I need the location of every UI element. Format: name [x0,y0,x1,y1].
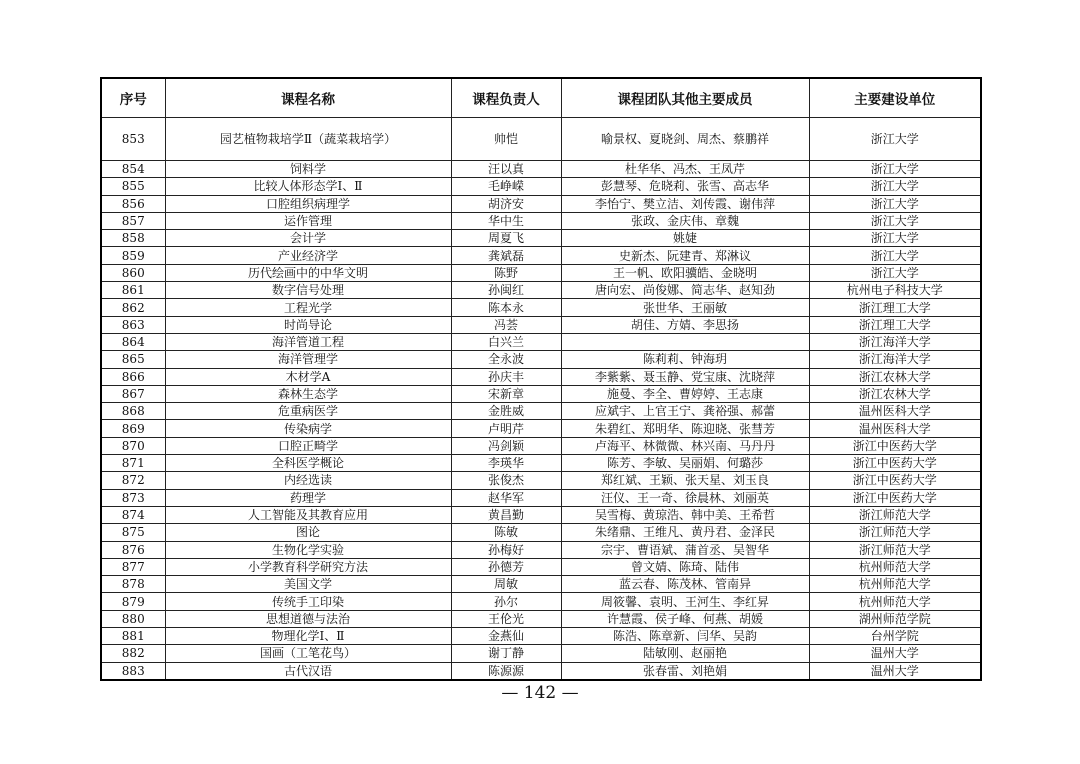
table-row [101,403,981,420]
cell-team-members: 唐向宏、尚俊娜、简志华、赵知劲 [561,282,809,299]
page-number: — 142 — [501,683,579,703]
cell-team-members: 张春雷、刘艳娟 [561,662,809,680]
table-row [101,316,981,333]
table-row [101,420,981,437]
table-row [101,662,981,680]
cell-institution: 浙江中医药大学 [809,455,981,472]
cell-course-lead: 全永波 [451,351,561,368]
table-row [101,645,981,662]
table-body [101,118,981,680]
header-index: 序号 [101,78,165,118]
cell-index: 859 [101,247,165,264]
cell-index: 879 [101,593,165,610]
cell-course-name: 美国文学 [165,576,451,593]
cell-institution: 浙江大学 [809,178,981,195]
cell-course-name: 图论 [165,524,451,541]
cell-course-lead: 金胜威 [451,403,561,420]
cell-course-lead: 孙庆丰 [451,368,561,385]
cell-institution: 浙江海洋大学 [809,351,981,368]
cell-course-name: 比较人体形态学Ⅰ、Ⅱ [165,178,451,195]
table-row [101,558,981,575]
cell-index: 857 [101,212,165,229]
cell-index: 853 [101,118,165,161]
cell-team-members: 许慧霞、侯子峰、何燕、胡媛 [561,610,809,627]
table-row [101,230,981,247]
cell-team-members: 张政、金庆伟、章魏 [561,212,809,229]
cell-index: 870 [101,437,165,454]
cell-course-name: 人工智能及其教育应用 [165,506,451,523]
cell-course-lead: 陈野 [451,264,561,281]
cell-course-lead: 胡济安 [451,195,561,212]
cell-course-name: 海洋管道工程 [165,333,451,350]
cell-course-lead: 汪以真 [451,161,561,178]
cell-course-lead: 孙闽红 [451,282,561,299]
cell-index: 858 [101,230,165,247]
cell-course-lead: 卢明芹 [451,420,561,437]
cell-team-members: 李怡宁、樊立洁、刘传霞、谢伟萍 [561,195,809,212]
cell-course-name: 会计学 [165,230,451,247]
cell-institution: 浙江中医药大学 [809,437,981,454]
cell-index: 883 [101,662,165,680]
table-row [101,118,981,161]
cell-course-lead: 周夏飞 [451,230,561,247]
cell-index: 861 [101,282,165,299]
cell-course-lead: 毛峥嵘 [451,178,561,195]
cell-course-name: 运作管理 [165,212,451,229]
cell-course-name: 全科医学概论 [165,455,451,472]
cell-institution: 杭州师范大学 [809,576,981,593]
cell-index: 856 [101,195,165,212]
cell-course-name: 传染病学 [165,420,451,437]
table-row [101,282,981,299]
cell-team-members: 朱碧红、郑明华、陈迎晓、张彗芳 [561,420,809,437]
cell-index: 877 [101,558,165,575]
cell-institution: 浙江大学 [809,118,981,161]
table-row [101,489,981,506]
table-row [101,593,981,610]
cell-team-members: 宗宇、曹语斌、蒲首丞、吴智华 [561,541,809,558]
cell-team-members: 郑红斌、王颖、张天星、刘玉良 [561,472,809,489]
cell-team-members: 朱绪鼎、王维凡、黄丹君、金泽民 [561,524,809,541]
cell-index: 880 [101,610,165,627]
cell-team-members: 彭慧琴、危晓莉、张雪、高志华 [561,178,809,195]
cell-course-name: 危重病医学 [165,403,451,420]
cell-institution: 浙江农林大学 [809,368,981,385]
cell-index: 872 [101,472,165,489]
cell-team-members: 施曼、李全、曹婷婷、王志康 [561,385,809,402]
cell-team-members: 陈莉莉、钟海玥 [561,351,809,368]
cell-index: 865 [101,351,165,368]
cell-institution: 浙江师范大学 [809,541,981,558]
cell-team-members: 周筱馨、袁明、王河生、李红昇 [561,593,809,610]
table-row [101,264,981,281]
cell-index: 863 [101,316,165,333]
cell-course-lead: 冯剑颖 [451,437,561,454]
cell-institution: 杭州电子科技大学 [809,282,981,299]
cell-institution: 温州大学 [809,662,981,680]
cell-course-lead: 黄昌勤 [451,506,561,523]
table-row [101,610,981,627]
table-header-row [101,78,981,118]
cell-team-members: 胡佳、方婧、李思扬 [561,316,809,333]
cell-index: 864 [101,333,165,350]
cell-institution: 浙江理工大学 [809,299,981,316]
table-row [101,541,981,558]
cell-index: 860 [101,264,165,281]
cell-course-lead: 白兴兰 [451,333,561,350]
cell-team-members: 陈芳、李敏、吴丽娟、何璐莎 [561,455,809,472]
cell-index: 882 [101,645,165,662]
table-row [101,247,981,264]
cell-course-name: 产业经济学 [165,247,451,264]
cell-course-lead: 李瑛华 [451,455,561,472]
cell-team-members [561,333,809,350]
cell-team-members: 卢海平、林微微、林兴南、马丹丹 [561,437,809,454]
cell-team-members: 史新杰、阮建青、郑淋议 [561,247,809,264]
cell-institution: 台州学院 [809,628,981,645]
cell-institution: 温州医科大学 [809,420,981,437]
table-row [101,333,981,350]
cell-institution: 浙江农林大学 [809,385,981,402]
table-row [101,368,981,385]
cell-course-name: 海洋管理学 [165,351,451,368]
cell-course-name: 森林生态学 [165,385,451,402]
cell-index: 854 [101,161,165,178]
table-row [101,299,981,316]
cell-course-lead: 孙梅好 [451,541,561,558]
cell-team-members: 陆敏刚、赵丽艳 [561,645,809,662]
cell-team-members: 喻景权、夏晓剑、周杰、蔡鹏祥 [561,118,809,161]
cell-course-lead: 冯荟 [451,316,561,333]
cell-index: 874 [101,506,165,523]
cell-course-name: 生物化学实验 [165,541,451,558]
cell-team-members: 吴雪梅、黄琼浩、韩中美、王希哲 [561,506,809,523]
cell-institution: 温州大学 [809,645,981,662]
table-row [101,506,981,523]
cell-course-name: 古代汉语 [165,662,451,680]
cell-course-name: 内经选读 [165,472,451,489]
cell-course-name: 国画（工笔花鸟） [165,645,451,662]
cell-index: 867 [101,385,165,402]
table-row [101,351,981,368]
cell-course-lead: 龚斌磊 [451,247,561,264]
cell-institution: 浙江理工大学 [809,316,981,333]
cell-course-name: 历代绘画中的中华文明 [165,264,451,281]
table-row [101,195,981,212]
cell-institution: 浙江大学 [809,247,981,264]
cell-course-lead: 谢丁静 [451,645,561,662]
cell-course-name: 传统手工印染 [165,593,451,610]
header-institution: 主要建设单位 [809,78,981,118]
cell-team-members: 蓝云春、陈茂林、管南异 [561,576,809,593]
cell-index: 873 [101,489,165,506]
cell-index: 876 [101,541,165,558]
cell-institution: 浙江大学 [809,264,981,281]
cell-course-lead: 宋新章 [451,385,561,402]
table-row [101,628,981,645]
cell-team-members: 杜华华、冯杰、王凤芹 [561,161,809,178]
cell-course-name: 物理化学Ⅰ、Ⅱ [165,628,451,645]
table-row [101,524,981,541]
cell-course-name: 园艺植物栽培学Ⅱ（蔬菜栽培学） [165,118,451,161]
cell-course-lead: 金燕仙 [451,628,561,645]
cell-course-name: 药理学 [165,489,451,506]
cell-course-name: 小学教育科学研究方法 [165,558,451,575]
cell-index: 862 [101,299,165,316]
cell-team-members: 陈浩、陈章新、闫华、吴韵 [561,628,809,645]
cell-institution: 温州医科大学 [809,403,981,420]
header-team-members: 课程团队其他主要成员 [561,78,809,118]
cell-institution: 浙江师范大学 [809,524,981,541]
cell-course-lead: 孙尔 [451,593,561,610]
cell-team-members: 曾文婧、陈琦、陆伟 [561,558,809,575]
table-row [101,385,981,402]
table-row [101,472,981,489]
cell-course-name: 数字信号处理 [165,282,451,299]
cell-institution: 浙江师范大学 [809,506,981,523]
cell-institution: 浙江大学 [809,195,981,212]
cell-index: 881 [101,628,165,645]
cell-course-name: 口腔正畸学 [165,437,451,454]
cell-index: 875 [101,524,165,541]
cell-course-lead: 王伦光 [451,610,561,627]
cell-institution: 杭州师范大学 [809,558,981,575]
cell-index: 855 [101,178,165,195]
table-row [101,576,981,593]
course-table [100,77,982,681]
cell-team-members: 汪仪、王一奇、徐晨林、刘丽英 [561,489,809,506]
cell-course-lead: 周敏 [451,576,561,593]
cell-index: 878 [101,576,165,593]
cell-course-lead: 华中生 [451,212,561,229]
cell-team-members: 王一帆、欧阳骥皓、金晓明 [561,264,809,281]
cell-institution: 浙江海洋大学 [809,333,981,350]
table-row [101,437,981,454]
cell-course-name: 口腔组织病理学 [165,195,451,212]
cell-course-name: 思想道德与法治 [165,610,451,627]
table-row [101,178,981,195]
cell-course-lead: 陈本永 [451,299,561,316]
cell-index: 869 [101,420,165,437]
cell-index: 868 [101,403,165,420]
cell-institution: 浙江中医药大学 [809,472,981,489]
cell-institution: 杭州师范大学 [809,593,981,610]
header-course-lead: 课程负责人 [451,78,561,118]
cell-institution: 湖州师范学院 [809,610,981,627]
cell-institution: 浙江大学 [809,161,981,178]
table-row [101,455,981,472]
cell-index: 866 [101,368,165,385]
cell-course-name: 饲料学 [165,161,451,178]
cell-course-name: 时尚导论 [165,316,451,333]
cell-course-name: 木材学A [165,368,451,385]
cell-institution: 浙江中医药大学 [809,489,981,506]
table-row [101,161,981,178]
cell-course-lead: 孙德芳 [451,558,561,575]
cell-team-members: 姚婕 [561,230,809,247]
cell-course-lead: 张俊杰 [451,472,561,489]
cell-course-lead: 帅恺 [451,118,561,161]
cell-course-lead: 陈敏 [451,524,561,541]
cell-team-members: 李紫紫、聂玉静、党宝康、沈晓萍 [561,368,809,385]
cell-institution: 浙江大学 [809,212,981,229]
cell-team-members: 张世华、王丽敏 [561,299,809,316]
header-course-name: 课程名称 [165,78,451,118]
cell-course-lead: 赵华军 [451,489,561,506]
cell-institution: 浙江大学 [809,230,981,247]
cell-team-members: 应斌宇、上官王宁、龚裕强、郝蕾 [561,403,809,420]
cell-course-name: 工程光学 [165,299,451,316]
cell-index: 871 [101,455,165,472]
table-row [101,212,981,229]
cell-course-lead: 陈源源 [451,662,561,680]
